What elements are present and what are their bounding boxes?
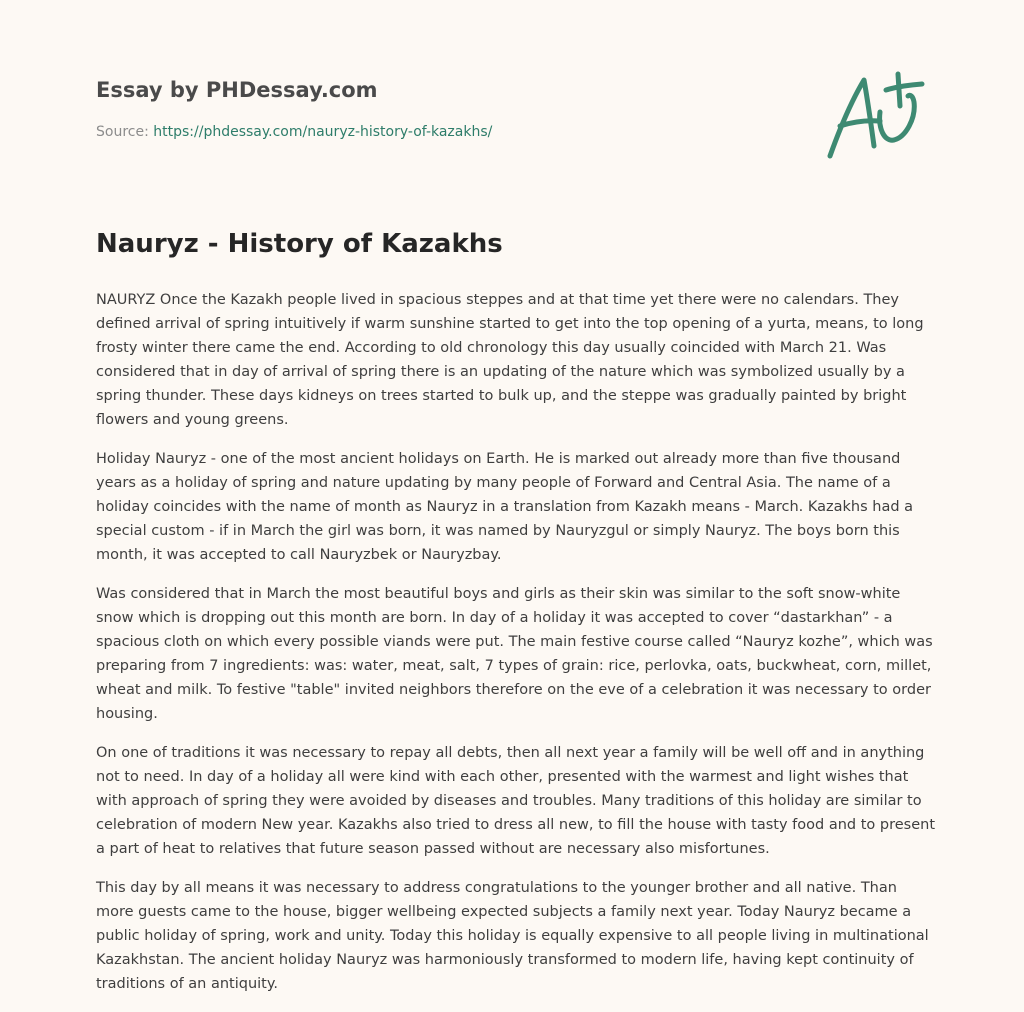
essay-paragraph: NAURYZ Once the Kazakh people lived in spacious steppes and at that time yet there were no calendars. They defined arrival of spring intuitively if warm sunshine started to get into the top opening of a yurta, means, to long frosty winter there came the end. According to old chronology this day usually coincided with March 21. Was considered that in day of arrival of spring there is an updating of the nature which was symbolized usually by a spring thunder. These days kidneys on trees started to bulk up, and the steppe was gradually painted by bright flowers and young greens. xyxy=(96,292,924,428)
source-line xyxy=(96,122,736,142)
essay-paragraph: This day by all means it was necessary to address congratulations to the younger brother and all native. Than more guests came to the house, bigger wellbeing expected subjects a family next year. Today Nauryz became a public holiday of spring, work and unity. Today this holiday is equally expensive to all people living in multinational Kazakhstan. The ancient holiday Nauryz was harmoniously transformed to modern life, having kept continuity of traditions of an antiquity. xyxy=(96,880,929,992)
a-plus-logo-icon xyxy=(818,66,928,166)
essay-header xyxy=(96,76,736,142)
essay-paragraph: Holiday Nauryz - one of the most ancient holidays on Earth. He is marked out already more than five thousand years as a holiday of spring and nature updating by many people of Forward and Central Asia. The name of a holiday coincides with the name of month as Nauryz in a translation from Kazakh means - March. Kazakhs had a special custom - if in March the girl was born, it was named by Nauryzgul or simply Nauryz. The boys born this month, it was accepted to call Nauryzbek or Nauryzbay. xyxy=(96,451,914,563)
essay-paragraph: On one of traditions it was necessary to repay all debts, then all next year a family will be well off and in anything not to need. In day of a holiday all were kind with each other, presented with the warmest and light wishes that with approach of spring they were avoided by diseases and troubles. Many traditions of this holiday are similar to celebration of modern New year. Kazakhs also tried to dress all new, to fill the house with tasty food and to present a part of heat to relatives that future season passed without are necessary also misfortunes. xyxy=(96,745,936,857)
essay-content xyxy=(96,226,936,1011)
essay-paragraph: Was considered that in March the most beautiful boys and girls as their skin was similar to the soft snow-white snow which is dropping out this month are born. In day of a holiday it was accepted to cover “dastarkhan” - a spacious cloth on which every possible viands were put. The main festive course called “Nauryz kozhe”, which was preparing from 7 ingredients: was: water, meat, salt, 7 types of grain: rice, perlovka, oats, buckwheat, corn, millet, wheat and milk. To festive "table" invited neighbors therefore on the eve of a celebration it was necessary to order housing. xyxy=(96,586,933,722)
source-label: Source: xyxy=(96,124,149,140)
site-brand: Essay by PHDessay.com xyxy=(96,78,378,102)
source-link[interactable]: https://phdessay.com/nauryz-history-of-kazakhs/ xyxy=(153,124,493,140)
essay-title: Nauryz - History of Kazakhs xyxy=(96,229,503,259)
